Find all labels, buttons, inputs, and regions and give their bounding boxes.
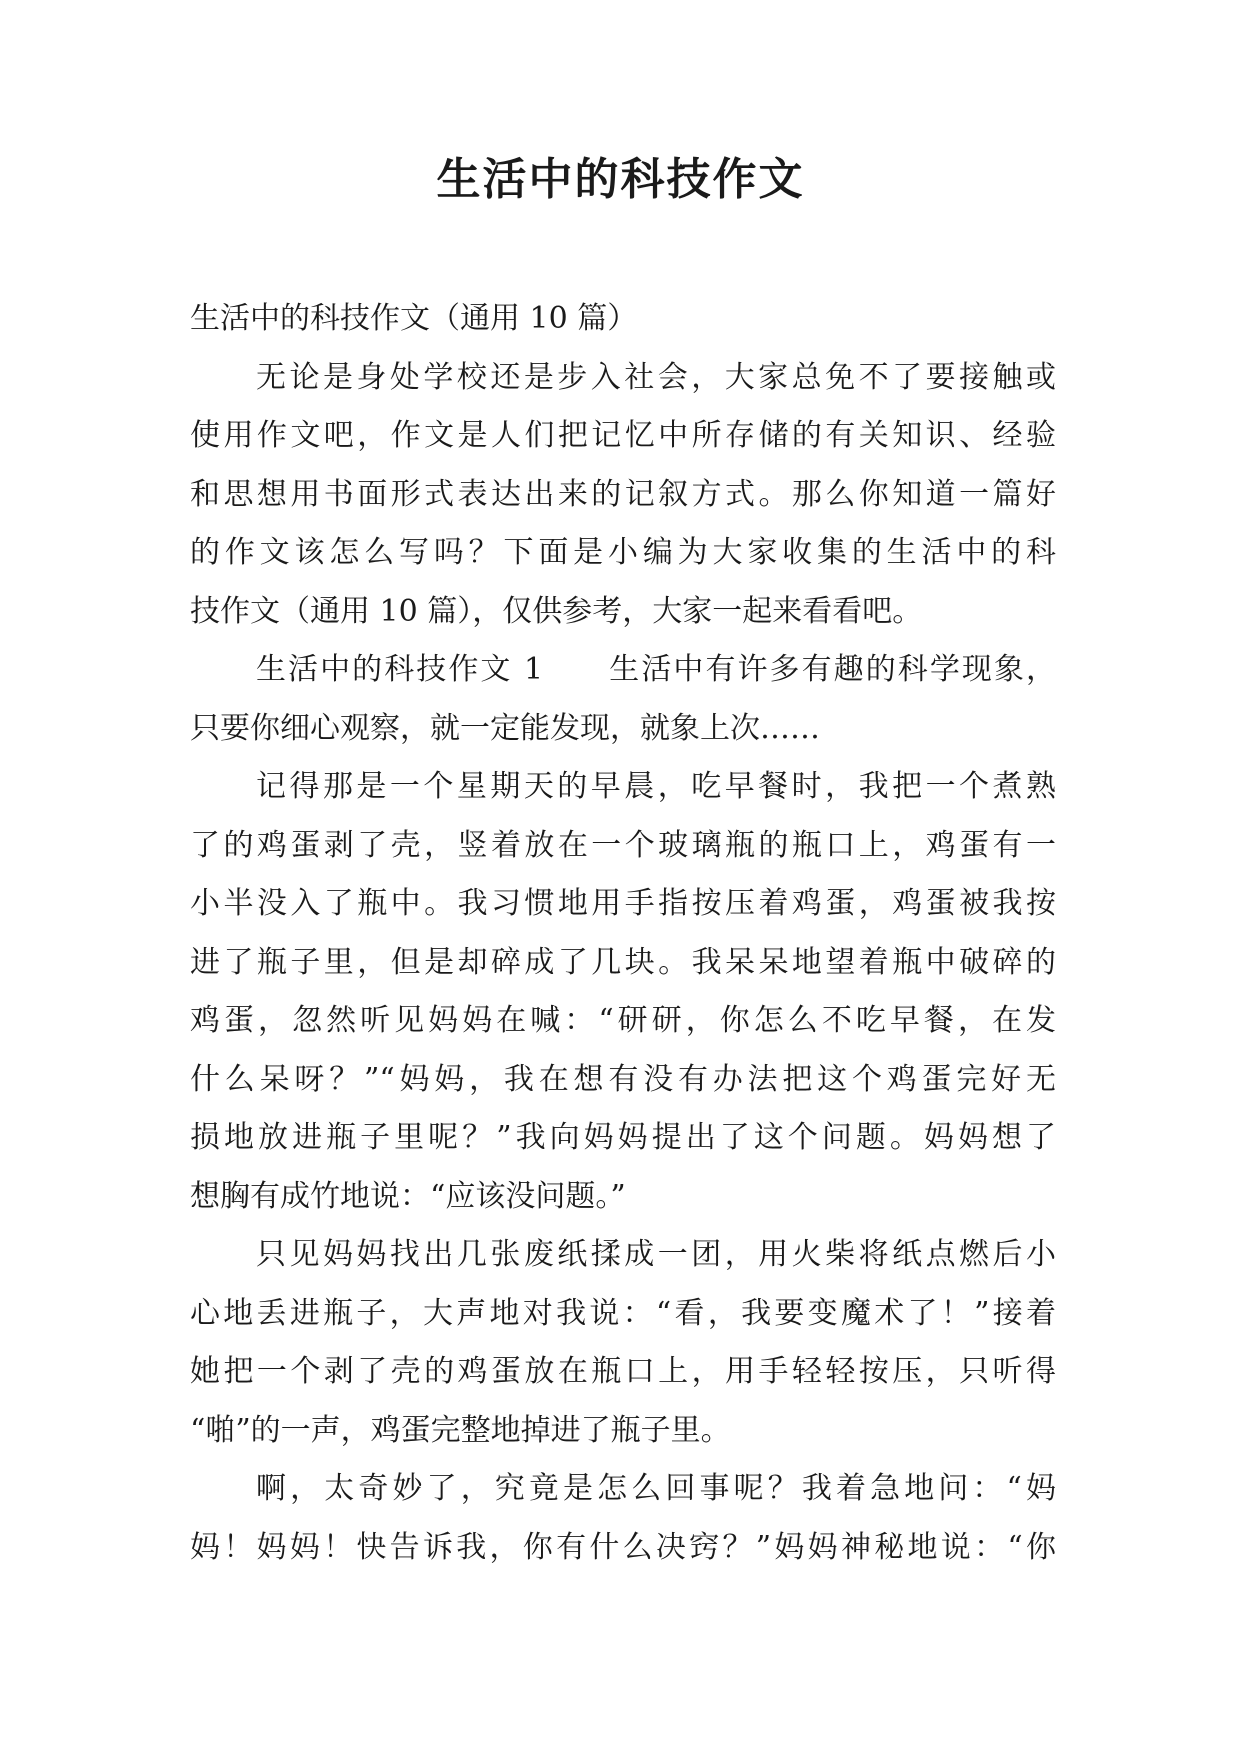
- document-title: 生活中的科技作文: [436, 154, 805, 205]
- text-line: 啊，太奇妙了，究竟是怎么回事呢？我着急地问：“妈: [256, 1471, 1056, 1506]
- text-line: 只要你细心观察，就一定能发现，就象上次……: [190, 710, 820, 746]
- text-line: 什么呆呀？”“妈妈，我在想有没有办法把这个鸡蛋完好无: [190, 1061, 1056, 1097]
- text-line: 小半没入了瓶中。我习惯地用手指按压着鸡蛋，鸡蛋被我按: [190, 886, 1056, 921]
- text-line: 记得那是一个星期天的早晨，吃早餐时，我把一个煮熟: [256, 769, 1056, 804]
- text-line: 的作文该怎么写吗？下面是小编为大家收集的生活中的科: [190, 535, 1056, 570]
- document-body: [190, 290, 1056, 1577]
- text-line: 使用作文吧，作文是人们把记忆中所存储的有关知识、经验: [190, 418, 1056, 453]
- text-line: 只见妈妈找出几张废纸揉成一团，用火柴将纸点燃后小: [256, 1237, 1056, 1272]
- text-line: 想胸有成竹地说：“应该没问题。”: [190, 1178, 626, 1214]
- text-line: 进了瓶子里，但是却碎成了几块。我呆呆地望着瓶中破碎的: [190, 944, 1056, 980]
- text-line: 生活中的科技作文（通用 10 篇）: [190, 301, 638, 336]
- text-line: 妈！妈妈！快告诉我，你有什么决窍？”妈妈神秘地说：“你: [190, 1529, 1056, 1565]
- text-line: 鸡蛋，忽然听见妈妈在喊：“研研，你怎么不吃早餐，在发: [190, 1003, 1056, 1038]
- text-line: 了的鸡蛋剥了壳，竖着放在一个玻璃瓶的瓶口上，鸡蛋有一: [190, 827, 1056, 863]
- text-line: 损地放进瓶子里呢？”我向妈妈提出了这个问题。妈妈想了: [190, 1120, 1056, 1155]
- text-line: “啪”的一声，鸡蛋完整地掉进了瓶子里。: [190, 1412, 731, 1448]
- text-line: 技作文（通用 10 篇），仅供参考，大家一起来看看吧。: [190, 593, 923, 629]
- text-line: 和思想用书面形式表达出来的记叙方式。那么你知道一篇好: [190, 476, 1056, 512]
- text-line: 生活中的科技作文 1 生活中有许多有趣的科学现象，: [256, 652, 1056, 687]
- text-line: 心地丢进瓶子，大声地对我说：“看，我要变魔术了！”接着: [190, 1295, 1056, 1331]
- text-line: 无论是身处学校还是步入社会，大家总免不了要接触或: [256, 359, 1056, 395]
- text-line: 她把一个剥了壳的鸡蛋放在瓶口上，用手轻轻按压，只听得: [190, 1354, 1056, 1389]
